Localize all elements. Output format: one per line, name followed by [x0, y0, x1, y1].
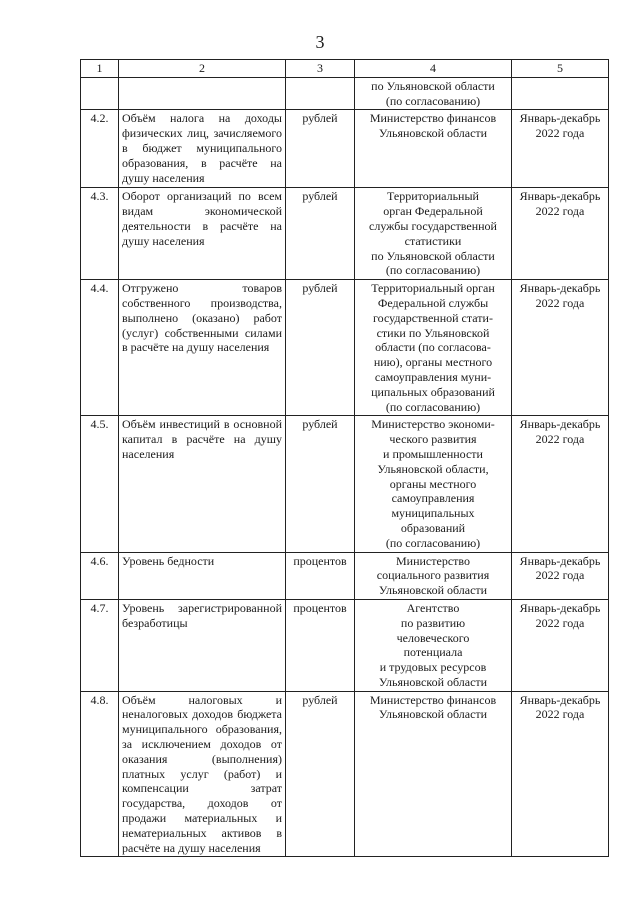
deadline-line: Январь-декабрь: [519, 417, 601, 432]
responsible-line: Ульяновской области: [378, 707, 488, 722]
responsible-line: области (по согласова-: [375, 340, 491, 355]
table-row: [81, 599, 609, 691]
responsible-body: [355, 416, 512, 552]
responsible-line: Ульяновской области: [378, 126, 488, 141]
header-col-5: 5: [512, 60, 609, 78]
responsible-line: Министерство: [396, 553, 470, 568]
responsible-line: Министерство финансов: [369, 692, 497, 707]
responsible-line: и промышленности: [383, 446, 483, 461]
continuation-row: [81, 77, 609, 110]
responsible-body: [355, 599, 512, 691]
deadline: [512, 691, 609, 857]
responsible-line: Федеральной службы: [377, 295, 489, 310]
responsible-line: по Ульяновской области: [371, 248, 495, 263]
responsible-line: статистики: [404, 233, 462, 248]
deadline: [512, 110, 609, 188]
responsible-line: ципальных образований: [371, 384, 495, 399]
header-col-3: 3: [286, 60, 355, 78]
deadline: [512, 188, 609, 280]
table-row: [81, 188, 609, 280]
responsible-line: Ульяновской области,: [377, 461, 489, 476]
responsible-line: Ульяновской области: [378, 583, 488, 598]
responsible-body: [355, 552, 512, 599]
page-number: 3: [315, 32, 325, 52]
deadline-line: 2022 года: [535, 204, 585, 219]
unit-of-measure: рублей: [286, 188, 355, 280]
unit-of-measure: рублей: [286, 110, 355, 188]
deadline-line: Январь-декабрь: [519, 600, 601, 615]
deadline-line: 2022 года: [535, 568, 585, 583]
table-row: [81, 110, 609, 188]
responsible-line: Ульяновской области: [378, 674, 488, 689]
deadline: [512, 552, 609, 599]
responsible-line: самоуправления муни-: [374, 369, 492, 384]
responsible-line: Территориальный: [387, 189, 479, 204]
responsible-line: (по согласованию): [385, 93, 481, 108]
row-number: 4.4.: [81, 280, 119, 416]
row-number: 4.7.: [81, 599, 119, 691]
header-col-2: 2: [119, 60, 286, 78]
indicator-name: Оборот организаций по всем видам экономической деятельности в расчёте на душу населения: [119, 188, 286, 280]
responsible-line: Территориальный орган: [371, 281, 495, 296]
deadline-line: 2022 года: [535, 432, 585, 447]
responsible-line: муниципальных: [391, 506, 475, 521]
continuation-responsible: [355, 77, 512, 110]
deadline: [512, 599, 609, 691]
deadline-line: 2022 года: [535, 295, 585, 310]
deadline-line: 2022 года: [535, 615, 585, 630]
deadline: [512, 280, 609, 416]
deadline-line: 2022 года: [535, 707, 585, 722]
indicator-name: Отгружено товаров собственного производства, выполнено (оказано) работ (услуг) собственными силами в расчёте на душу населения: [119, 280, 286, 416]
responsible-line: стики по Ульяновской: [376, 325, 490, 340]
unit-of-measure: рублей: [286, 416, 355, 552]
table-row: [81, 280, 609, 416]
indicators-table: [80, 59, 609, 857]
responsible-body: [355, 110, 512, 188]
responsible-line: по Ульяновской области: [371, 78, 495, 93]
row-number: 4.3.: [81, 188, 119, 280]
responsible-line: и трудовых ресурсов: [379, 660, 487, 675]
deadline-line: 2022 года: [535, 126, 585, 141]
unit-of-measure: процентов: [286, 552, 355, 599]
table-row: [81, 416, 609, 552]
header-col-4: 4: [355, 60, 512, 78]
table-header-row: [81, 60, 609, 78]
unit-of-measure: рублей: [286, 280, 355, 416]
responsible-line: Агентство: [406, 600, 460, 615]
indicator-name: Уровень бедности: [119, 552, 286, 599]
responsible-line: нию), органы местного: [373, 355, 493, 370]
row-number: 4.2.: [81, 110, 119, 188]
responsible-line: (по согласованию): [385, 263, 481, 278]
responsible-body: [355, 188, 512, 280]
responsible-line: (по согласованию): [385, 535, 481, 550]
table-row: [81, 552, 609, 599]
deadline-line: Январь-декабрь: [519, 111, 601, 126]
responsible-line: потенциала: [403, 645, 463, 660]
row-number: 4.5.: [81, 416, 119, 552]
deadline-line: Январь-декабрь: [519, 553, 601, 568]
responsible-body: [355, 691, 512, 857]
responsible-line: человеческого: [396, 630, 470, 645]
responsible-line: самоуправления: [391, 491, 475, 506]
indicator-name: Объём налога на доходы физических лиц, зачисляемого в бюджет муниципального образования, в расчёте на душу населения: [119, 110, 286, 188]
responsible-line: Министерство финансов: [369, 111, 497, 126]
unit-of-measure: рублей: [286, 691, 355, 857]
indicator-name: Уровень зарегистрированной безработицы: [119, 599, 286, 691]
responsible-line: по развитию: [400, 615, 466, 630]
responsible-line: службы государственной: [369, 218, 497, 233]
responsible-line: государственной стати-: [373, 310, 493, 325]
table-row: [81, 691, 609, 857]
responsible-line: ческого развития: [389, 432, 477, 447]
responsible-line: (по согласованию): [385, 399, 481, 414]
responsible-line: орган Федеральной: [383, 204, 483, 219]
responsible-line: социального развития: [376, 568, 490, 583]
row-number: 4.8.: [81, 691, 119, 857]
responsible-line: образований: [400, 520, 466, 535]
indicator-name: Объём налоговых и неналоговых доходов бюджета муниципального образования, за исключением доходов от оказания (выполнения) платных услуг (работ) и компенсации затрат государства, доходов от продажи материальных и нематериальных активов в расчёте на душу населения: [119, 691, 286, 857]
responsible-line: органы местного: [389, 476, 477, 491]
responsible-line: Министерство экономи-: [371, 417, 495, 432]
unit-of-measure: процентов: [286, 599, 355, 691]
deadline-line: Январь-декабрь: [519, 692, 601, 707]
indicator-name: Объём инвестиций в основной капитал в расчёте на душу населения: [119, 416, 286, 552]
deadline-line: Январь-декабрь: [519, 281, 601, 296]
deadline: [512, 416, 609, 552]
header-col-1: 1: [81, 60, 119, 78]
responsible-body: [355, 280, 512, 416]
deadline-line: Январь-декабрь: [519, 189, 601, 204]
row-number: 4.6.: [81, 552, 119, 599]
